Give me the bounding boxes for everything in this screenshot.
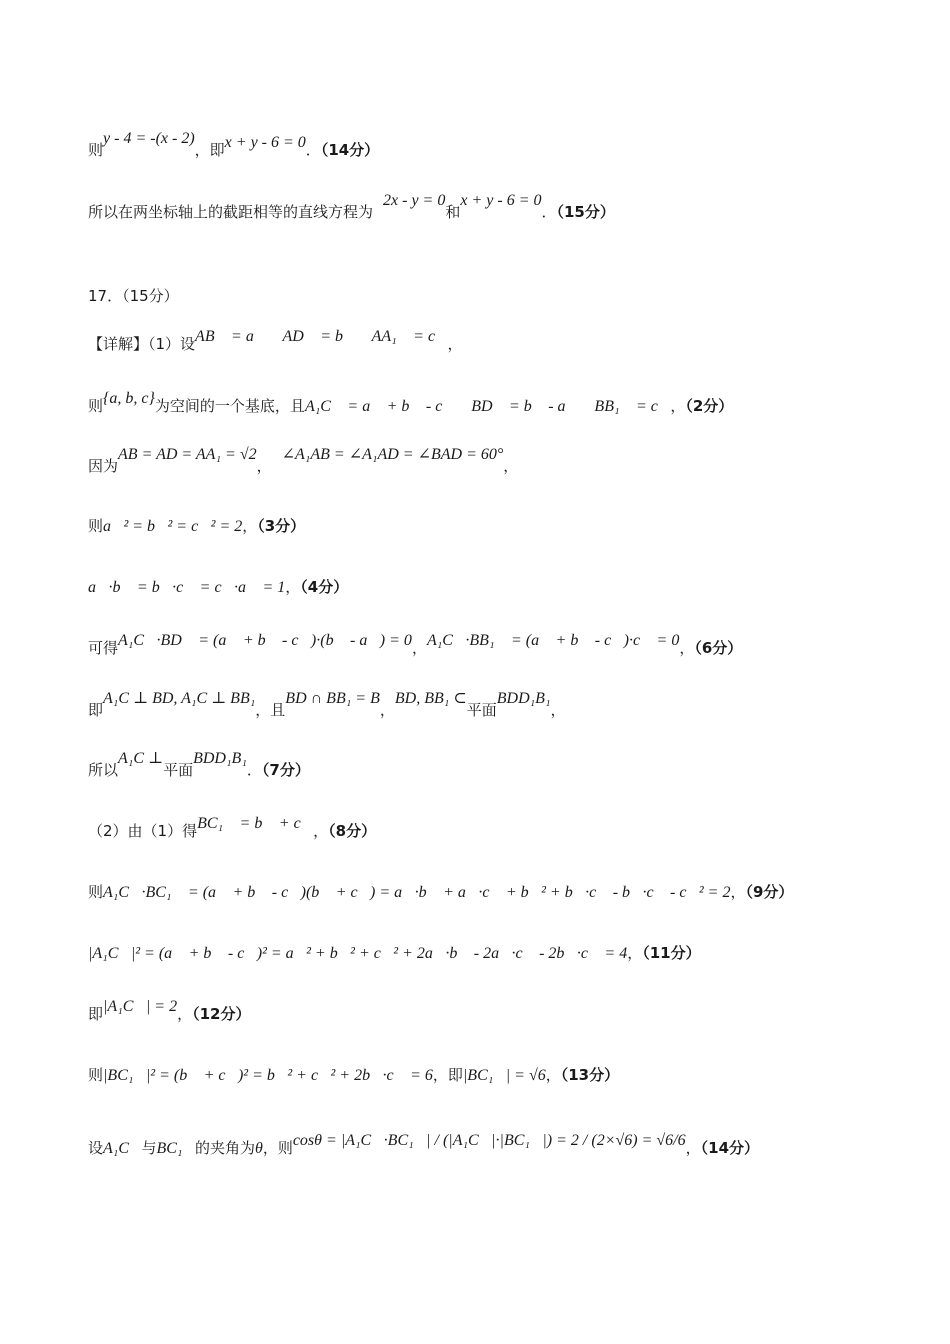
text: ，且 — [255, 701, 286, 719]
math-formula: BD, BB₁ ⊂ — [394, 690, 467, 707]
line-point-slope — [88, 130, 380, 161]
line-perpendicular-lines — [88, 690, 566, 721]
score-label: （14分） — [320, 141, 380, 159]
math-formula: A₁C⃗ — [103, 1140, 142, 1157]
math-formula: BDD₁B₁ — [193, 750, 247, 767]
line-cosine-angle — [88, 1132, 760, 1159]
math-formula: A₁C⃗·BD⃗ = (a⃗ + b⃗ - c⃗)·(b⃗ - a⃗) = 0 — [118, 632, 412, 649]
line-because — [88, 446, 519, 477]
text: 则 — [88, 517, 104, 535]
line-a1c-length — [88, 998, 251, 1025]
text: ， — [379, 701, 395, 719]
math-formula: 2x - y = 0 — [383, 192, 446, 209]
text: ， — [242, 517, 258, 535]
math-formula: BD ∩ BB₁ = B — [285, 690, 380, 707]
score-label: （14分） — [700, 1139, 760, 1157]
text: 则 — [88, 1066, 104, 1084]
text: ， — [411, 639, 427, 657]
score-label: （11分） — [642, 944, 701, 962]
math-formula: |BC₁⃗| = √6 — [462, 1067, 546, 1084]
score-label: （2分） — [685, 397, 734, 415]
math-formula: a⃗² = b⃗² = c⃗² = 2 — [103, 518, 243, 535]
text: 【详解】（1）设 — [88, 335, 196, 353]
math-formula: A₁C⃗·BC₁⃗ = (a⃗ + b⃗ - c⃗)(b⃗ + c⃗) = a⃗·b⃗ + a⃗·c⃗ + b⃗² + b⃗·c⃗ - b⃗·c⃗ - c⃗² = 2 — [103, 884, 731, 901]
score-label: （6分） — [694, 639, 743, 657]
text: ， — [550, 701, 566, 719]
text: ． — [246, 761, 262, 779]
text: ， — [256, 457, 272, 475]
text: 与 — [141, 1139, 157, 1157]
line-part2-start — [88, 815, 377, 842]
text: ， — [177, 1005, 193, 1023]
text: 和 — [445, 203, 461, 221]
text: 平面 — [466, 701, 497, 719]
score-label: （4分） — [300, 578, 349, 596]
math-formula: A₁C ⊥ — [118, 750, 164, 767]
problem-title: 17．（15分） — [88, 287, 179, 305]
line-set-vectors — [88, 328, 463, 355]
line-squares — [88, 516, 305, 537]
score-label: （3分） — [257, 517, 306, 535]
text: ． — [541, 203, 557, 221]
score-label: （7分） — [261, 761, 310, 779]
text: ， — [285, 578, 301, 596]
math-formula: a⃗·b⃗ = b⃗·c⃗ = c⃗·a⃗ = 1 — [88, 579, 286, 596]
score-label: （9分） — [745, 883, 794, 901]
score-label: （12分） — [192, 1005, 251, 1023]
text: ， — [730, 883, 746, 901]
math-formula: AB = AD = AA₁ = √2 — [118, 446, 257, 463]
math-formula: cosθ = |A₁C⃗·BC₁⃗| / (|A₁C⃗|·|BC₁⃗|) = 2 / (2×√6) = √6/6 — [292, 1132, 686, 1149]
text: 的夹角为 — [194, 1139, 255, 1157]
math-formula: |A₁C⃗|² = (a⃗ + b⃗ - c⃗)² = a⃗² + b⃗² + c⃗² + 2a⃗·b⃗ - 2a⃗·c⃗ - 2b⃗·c⃗ = 4 — [88, 945, 628, 962]
math-formula: x + y - 6 = 0 — [224, 134, 306, 151]
text: 可得 — [88, 639, 119, 657]
text: 即 — [88, 1005, 104, 1023]
text: 设 — [88, 1139, 104, 1157]
text: （2）由（1）得 — [88, 822, 198, 840]
text: ， — [545, 1066, 561, 1084]
text: 平面 — [163, 761, 194, 779]
math-formula: AB⃗ = a⃗， AD⃗ = b⃗， AA₁⃗ = c⃗ — [195, 328, 448, 345]
text: 则 — [88, 397, 104, 415]
text: ， — [447, 335, 463, 353]
text: ， — [503, 457, 519, 475]
math-formula: |BC₁⃗|² = (b⃗ + c⃗)² = b⃗² + c⃗² + 2b⃗·c⃗ = 6 — [103, 1067, 433, 1084]
text: ， — [670, 397, 686, 415]
text: 即 — [88, 701, 104, 719]
text: ， — [685, 1139, 701, 1157]
score-label: （8分） — [328, 822, 377, 840]
text: 因为 — [88, 457, 119, 475]
text: ，即 — [194, 141, 225, 159]
line-basis — [88, 390, 734, 417]
math-formula: A₁C ⊥ BD, A₁C ⊥ BB₁ — [103, 690, 256, 707]
text: ，则 — [262, 1139, 293, 1157]
text: ，即 — [432, 1066, 463, 1084]
math-formula: {a, b, c} — [103, 390, 155, 407]
text: ， — [627, 944, 643, 962]
text: 所以在两坐标轴上的截距相等的直线方程为 — [88, 203, 374, 221]
math-formula: ∠A₁AB = ∠A₁AD = ∠BAD = 60° — [281, 446, 504, 463]
text: ， — [679, 639, 695, 657]
text: ． — [305, 141, 321, 159]
line-dot-a1c-bc1 — [88, 882, 793, 903]
math-formula: A₁C⃗·BB₁⃗ = (a⃗ + b⃗ - c⃗)·c⃗ = 0 — [426, 632, 680, 649]
line-a1c-squared — [88, 943, 701, 964]
text: 则 — [88, 883, 104, 901]
text: ， — [313, 822, 329, 840]
text: 所以 — [88, 761, 119, 779]
problem-17-heading — [88, 286, 179, 306]
text: 则 — [88, 141, 104, 159]
score-label: （13分） — [560, 1066, 620, 1084]
math-formula: BDD₁B₁ — [496, 690, 551, 707]
math-formula: x + y - 6 = 0 — [460, 192, 542, 209]
line-conclusion-16 — [88, 192, 615, 223]
math-formula: BC₁⃗ — [156, 1140, 195, 1157]
math-formula: |A₁C⃗| = 2 — [103, 998, 178, 1015]
line-plane-conclusion — [88, 750, 310, 781]
line-perpendicular-dots — [88, 632, 743, 659]
line-dot-products — [88, 577, 348, 598]
score-label: （15分） — [556, 203, 615, 221]
math-formula: y - 4 = -(x - 2) — [103, 130, 195, 147]
text: 为空间的一个基底，且 — [154, 397, 305, 415]
line-bc1-length — [88, 1065, 619, 1086]
math-formula: θ — [254, 1140, 263, 1157]
math-formula: A₁C⃗ = a⃗ + b⃗ - c⃗， BD⃗ = b⃗ - a⃗， BB₁⃗ = c⃗ — [304, 398, 671, 415]
math-formula: BC₁⃗ = b⃗ + c⃗ — [197, 815, 314, 832]
